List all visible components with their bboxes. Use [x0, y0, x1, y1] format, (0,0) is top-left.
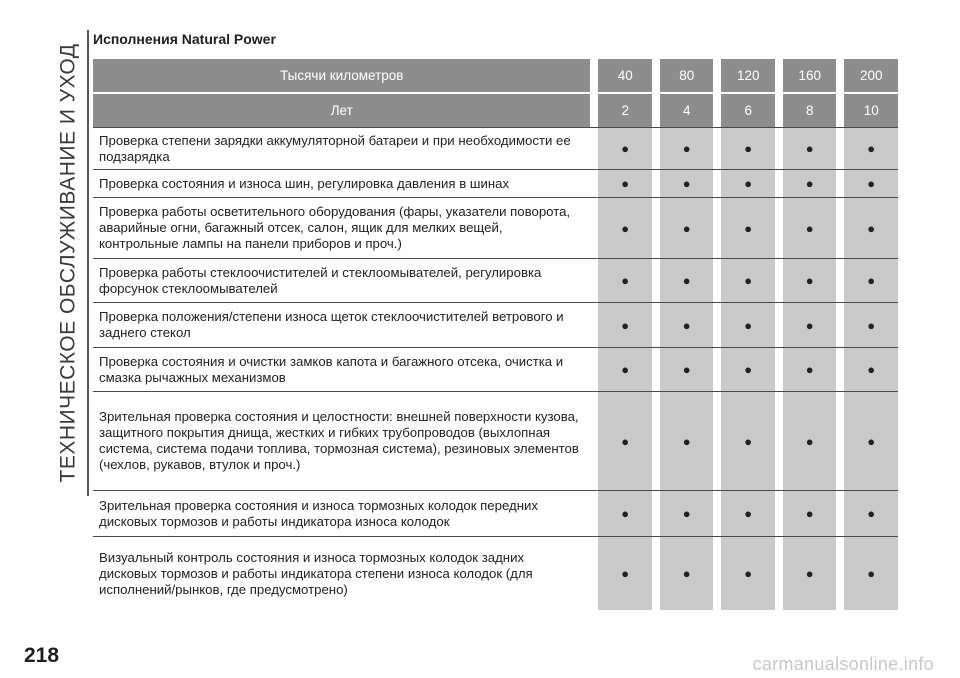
check-mark	[598, 259, 652, 302]
bullet-icon: ●	[621, 273, 630, 288]
bullet-icon: ●	[744, 506, 753, 521]
header-years-value: 6	[721, 94, 775, 127]
row-description: Проверка состояния и износа шин, регулировка давления в шинах	[99, 175, 510, 191]
check-mark	[660, 128, 714, 169]
check-mark	[721, 128, 775, 169]
bullet-icon: ●	[867, 317, 876, 333]
check-mark	[844, 303, 898, 347]
table-row	[93, 127, 898, 169]
header-km-label: Тысячи километров	[93, 59, 590, 92]
check-mark	[660, 537, 714, 610]
bullet-icon: ●	[744, 273, 753, 288]
maintenance-table	[93, 59, 898, 610]
watermark: carmanualsonline.info	[752, 654, 934, 674]
row-description: Зрительная проверка состояния и износа тормозных колодок передних дисковых тормозов и работы индикатора износа колодок	[99, 497, 538, 529]
table-row	[93, 169, 898, 197]
bullet-icon: ●	[621, 566, 630, 581]
header-km-value: 160	[783, 59, 837, 92]
bullet-icon: ●	[867, 506, 876, 521]
row-description: Проверка положения/степени износа щеток стеклоочистителей ветрового и заднего стекол	[99, 309, 564, 340]
row-description: Проверка состояния и очистки замков капота и багажного отсека, очистка и смазка рычажных механизмов	[99, 353, 564, 385]
bullet-icon: ●	[682, 433, 691, 449]
check-mark	[598, 128, 652, 169]
check-mark	[598, 170, 652, 197]
bullet-icon: ●	[682, 506, 691, 521]
check-mark	[721, 303, 775, 347]
check-mark	[660, 491, 714, 536]
check-mark	[783, 128, 837, 169]
check-mark	[844, 537, 898, 610]
check-mark	[783, 170, 837, 197]
bullet-icon: ●	[805, 317, 814, 333]
check-mark	[721, 259, 775, 302]
table-row	[93, 302, 898, 347]
bullet-icon: ●	[682, 362, 691, 377]
check-mark	[844, 348, 898, 391]
bullet-icon: ●	[805, 141, 814, 156]
check-mark	[783, 348, 837, 391]
bullet-icon: ●	[744, 362, 753, 377]
check-mark	[721, 170, 775, 197]
bullet-icon: ●	[682, 317, 691, 333]
check-mark	[721, 348, 775, 391]
bullet-icon: ●	[867, 220, 876, 236]
check-mark	[598, 348, 652, 391]
check-mark	[844, 259, 898, 302]
page-number: 218	[24, 644, 60, 667]
check-mark	[721, 491, 775, 536]
bullet-icon: ●	[621, 433, 630, 449]
bullet-icon: ●	[744, 433, 753, 449]
check-mark	[598, 392, 652, 490]
check-mark	[598, 537, 652, 610]
table-row	[93, 536, 898, 610]
bullet-icon: ●	[805, 566, 814, 581]
check-mark	[721, 198, 775, 258]
check-mark	[783, 537, 837, 610]
bullet-icon: ●	[682, 141, 691, 156]
bullet-icon: ●	[867, 433, 876, 449]
header-years-value: 2	[598, 94, 652, 127]
check-mark	[783, 491, 837, 536]
check-mark	[660, 392, 714, 490]
check-mark	[783, 392, 837, 490]
check-mark	[721, 392, 775, 490]
bullet-icon: ●	[682, 566, 691, 581]
check-mark	[844, 491, 898, 536]
bullet-icon: ●	[682, 273, 691, 288]
bullet-icon: ●	[867, 273, 876, 288]
row-description: Проверка работы стеклоочистителей и стеклоомывателей, регулировка форсунок стеклоомывателей	[99, 264, 542, 296]
check-mark	[660, 259, 714, 302]
row-description: Проверка степени зарядки аккумуляторной батареи и при необходимости ее подзарядка	[99, 132, 571, 164]
check-mark	[844, 128, 898, 169]
header-years-value: 8	[783, 94, 837, 127]
header-years-value: 4	[660, 94, 714, 127]
bullet-icon: ●	[744, 176, 753, 191]
bullet-icon: ●	[744, 220, 753, 236]
check-mark	[783, 303, 837, 347]
section-title: Исполнения Natural Power	[93, 31, 276, 47]
bullet-icon: ●	[621, 362, 630, 377]
check-mark	[783, 198, 837, 258]
header-years-value: 10	[844, 94, 898, 127]
chapter-side-title-text: ТЕХНИЧЕСКОЕ ОБСЛУЖИВАНИЕ И УХОД	[56, 43, 79, 483]
check-mark	[844, 198, 898, 258]
check-mark	[721, 537, 775, 610]
check-mark	[660, 348, 714, 391]
bullet-icon: ●	[682, 220, 691, 236]
chapter-side-title	[48, 28, 88, 498]
check-mark	[844, 170, 898, 197]
bullet-icon: ●	[805, 220, 814, 236]
header-row-km	[93, 59, 898, 92]
check-mark	[660, 198, 714, 258]
bullet-icon: ●	[621, 317, 630, 333]
bullet-icon: ●	[621, 176, 630, 191]
row-description: Проверка работы осветительного оборудования (фары, указатели поворота, аварийные огни, багажный отсек, салон, ящик для мелких вещей, контрольные лампы на панели приборов и проч.)	[99, 204, 571, 251]
bullet-icon: ●	[805, 176, 814, 191]
row-description: Визуальный контроль состояния и износа тормозных колодок задних дисковых тормозов и работы индикатора степени износа колодок (для исполнений/рынков, где предусмотрено)	[99, 549, 533, 597]
bullet-icon: ●	[682, 176, 691, 191]
bullet-icon: ●	[621, 220, 630, 236]
table-row	[93, 347, 898, 391]
header-years-label: Лет	[93, 94, 590, 127]
header-km-value: 120	[721, 59, 775, 92]
check-mark	[660, 303, 714, 347]
bullet-icon: ●	[805, 362, 814, 377]
bullet-icon: ●	[744, 566, 753, 581]
bullet-icon: ●	[744, 141, 753, 156]
bullet-icon: ●	[805, 433, 814, 449]
bullet-icon: ●	[867, 362, 876, 377]
check-mark	[660, 170, 714, 197]
table-row	[93, 490, 898, 536]
table-row	[93, 391, 898, 490]
bullet-icon: ●	[867, 176, 876, 191]
bullet-icon: ●	[805, 273, 814, 288]
check-mark	[598, 491, 652, 536]
header-km-value: 40	[598, 59, 652, 92]
check-mark	[844, 392, 898, 490]
bullet-icon: ●	[621, 141, 630, 156]
check-mark	[598, 303, 652, 347]
header-km-value: 80	[660, 59, 714, 92]
bullet-icon: ●	[867, 566, 876, 581]
header-km-value: 200	[844, 59, 898, 92]
chapter-divider-line	[87, 30, 89, 496]
check-mark	[598, 198, 652, 258]
table-row	[93, 258, 898, 302]
header-row-years	[93, 94, 898, 127]
table-row	[93, 197, 898, 258]
bullet-icon: ●	[867, 141, 876, 156]
bullet-icon: ●	[805, 506, 814, 521]
row-description: Зрительная проверка состояния и целостности: внешней поверхности кузова, защитного покрытия днища, жестких и гибких трубопроводов (выхлопная система, система подачи топлива, тормозная система), резиновых элементов (чехлов, рукавов, втулок и проч.)	[99, 409, 579, 472]
check-mark	[783, 259, 837, 302]
bullet-icon: ●	[744, 317, 753, 333]
bullet-icon: ●	[621, 506, 630, 521]
